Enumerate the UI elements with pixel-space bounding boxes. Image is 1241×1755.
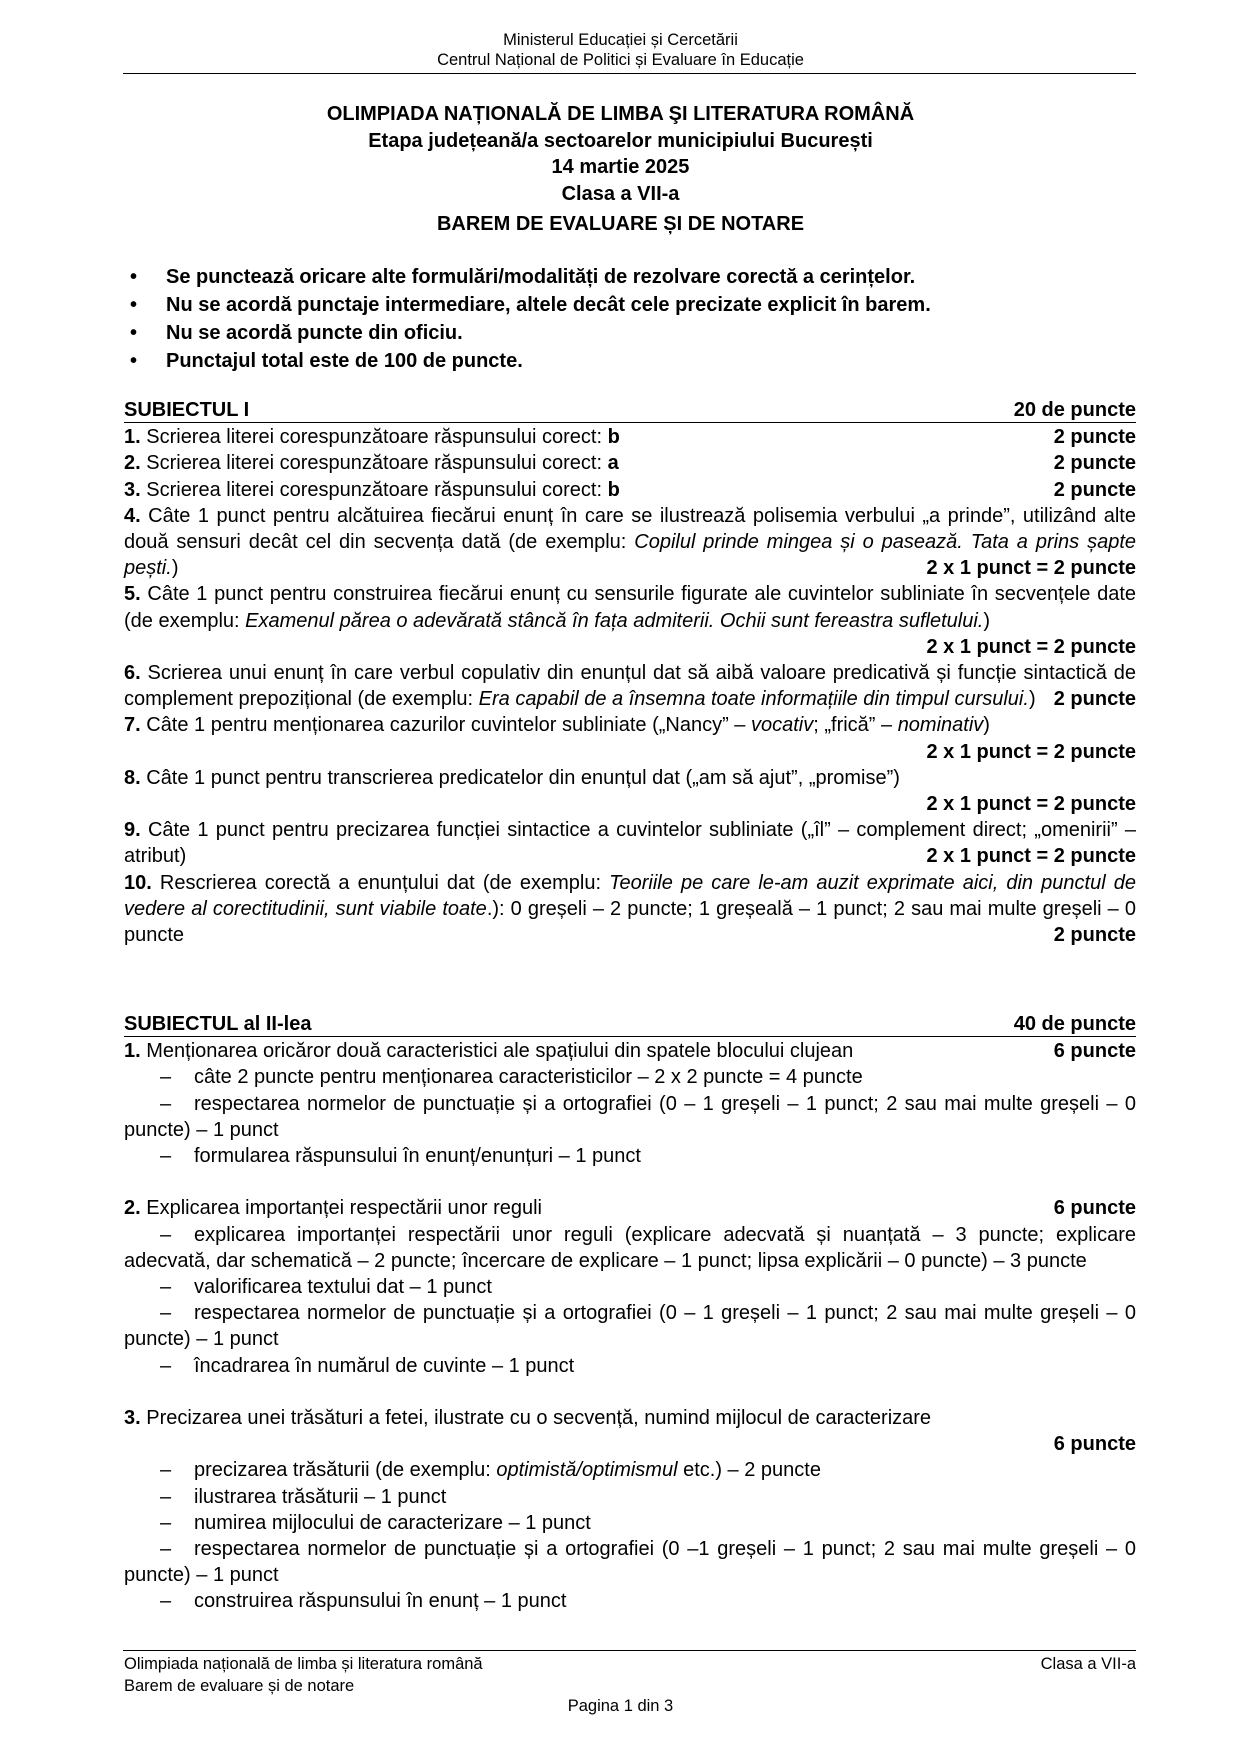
subject-heading: [124, 1013, 1136, 1037]
scoring-item: [124, 424, 1136, 450]
text-run: respectarea normelor de punctuație și a ortografiei (0 – 1 greșeli – 1 punct; 2 sau mai multe greșeli – 0 puncte) – 1 punct: [124, 1092, 1136, 1141]
item-points: 6 puncte: [1053, 1197, 1136, 1220]
scoring-criterion: [124, 1536, 1136, 1588]
header-line-1: Ministerul Educației și Cercetării: [503, 31, 738, 49]
date-title: 14 martie 2025: [551, 156, 690, 178]
item-number: 1.: [124, 426, 141, 449]
rule-item: [124, 263, 1136, 291]
item-points: 6 puncte: [1053, 1433, 1136, 1456]
item-points: 2 puncte: [1053, 426, 1136, 449]
text-run: Copilul prinde mingea și o pasează. Tata a prins șapte pești.: [124, 531, 1136, 580]
scoring-item: [124, 1038, 1136, 1064]
text-run: b: [607, 478, 620, 501]
scoring-criterion: [124, 1457, 1136, 1483]
text-run: Precizarea unei trăsături a fetei, ilustrate cu o secvență, numind mijlocul de caracterizare: [140, 1407, 932, 1429]
item-number: 8.: [124, 766, 141, 789]
item-points: 2 puncte: [1053, 452, 1136, 475]
text-run: valorificarea textului dat – 1 punct: [194, 1276, 492, 1298]
text-run: Scrierea unui enunț în care verbul copulativ din enunțul dat să aibă valoare predicativă și funcție sintactică de complement prepozițional (de exemplu:: [124, 662, 1136, 711]
item-points: 2 puncte: [1053, 924, 1136, 947]
header-divider: [123, 73, 1136, 74]
footer-divider: [123, 1650, 1136, 1651]
dash-icon: –: [160, 1223, 172, 1246]
dash-icon: –: [160, 1092, 172, 1115]
scoring-criterion: [124, 1091, 1136, 1143]
text-run: Scrierea literei corespunzătoare răspunsului corect:: [140, 426, 608, 449]
rule-text: Nu se acordă punctaje intermediare, altele decât cele precizate explicit în barem.: [166, 294, 931, 316]
footer: [124, 1653, 1136, 1697]
item-points: 2 x 1 punct = 2 puncte: [926, 740, 1136, 763]
text-run: Scrierea literei corespunzătoare răspunsului corect:: [140, 478, 608, 501]
text-run: Câte 1 punct pentru alcătuirea fiecărui enunț în care se ilustrează polisemia verbului „a prinde”, utilizând alte două sensuri decât cel din secvența dată (de exemplu:: [124, 504, 1136, 553]
rule-text: Nu se acordă puncte din oficiu.: [166, 322, 463, 344]
scoring-item: [124, 660, 1136, 712]
general-rules-list: [124, 263, 1136, 375]
document-title-block: [0, 101, 1241, 238]
text-run: ilustrarea trăsăturii – 1 punct: [194, 1485, 447, 1508]
text-run: precizarea trăsăturii (de exemplu:: [194, 1459, 497, 1482]
bullet-icon: •: [130, 350, 138, 372]
blank-line: [124, 1169, 1136, 1195]
item-points: 2 puncte: [1053, 688, 1136, 711]
text-run: Câte 1 punct pentru precizarea funcției sintactice a cuvintelor subliniate („îl” – complement direct; „omenirii” – atribut): [124, 819, 1136, 868]
scoring-item: [124, 477, 1136, 503]
text-run: construirea răspunsului în enunț – 1 punct: [194, 1590, 567, 1613]
item-number: 5.: [124, 583, 141, 606]
subject-points: 20 de puncte: [1013, 399, 1136, 421]
ministry-header: [0, 30, 1241, 70]
text-run: Câte 1 pentru menționarea cazurilor cuvintelor subliniate („Nancy” –: [140, 714, 751, 737]
dash-icon: –: [160, 1066, 172, 1089]
item-points: 2 puncte: [1053, 478, 1136, 501]
scoring-item: [124, 503, 1136, 582]
item-number: 7.: [124, 714, 141, 737]
scoring-item: [124, 870, 1136, 949]
text-run: Scrierea literei corespunzătoare răspunsului corect:: [140, 452, 608, 475]
item-number: 9.: [124, 819, 141, 842]
scoring-item: [124, 450, 1136, 476]
footer-class: Clasa a VII-a: [1040, 1655, 1136, 1673]
bullet-icon: •: [130, 266, 138, 288]
dash-icon: –: [160, 1590, 172, 1613]
dash-icon: –: [160, 1538, 172, 1561]
text-run: numirea mijlocului de caracterizare – 1 punct: [194, 1511, 591, 1534]
rule-item: [124, 291, 1136, 319]
bullet-icon: •: [130, 294, 138, 316]
blank-line: [124, 1379, 1136, 1405]
dash-icon: –: [160, 1459, 172, 1482]
barem-title: BAREM DE EVALUARE ȘI DE NOTARE: [436, 213, 805, 235]
olympiad-title: OLIMPIADA NAȚIONALĂ DE LIMBA ŞI LITERATURA ROMÂNĂ: [326, 103, 915, 125]
page-number: Pagina 1 din 3: [567, 1697, 674, 1715]
text-run: a: [607, 452, 619, 475]
text-run: ): [983, 609, 991, 632]
item-points: 2 x 1 punct = 2 puncte: [926, 557, 1136, 580]
text-run: ; „frică” –: [813, 714, 898, 737]
rule-item: [124, 347, 1136, 375]
item-number: 2.: [124, 452, 141, 475]
footer-olympiad: Olimpiada națională de limba și literatura română: [124, 1655, 483, 1673]
footer-barem: Barem de evaluare și de notare: [124, 1677, 355, 1695]
item-number: 10.: [124, 871, 152, 894]
subject-title: SUBIECTUL I: [124, 399, 250, 421]
scoring-item: [124, 817, 1136, 869]
scoring-criterion: [124, 1064, 1136, 1090]
subject-title: SUBIECTUL al II-lea: [124, 1013, 312, 1035]
dash-icon: –: [160, 1511, 172, 1534]
scoring-criterion: [124, 1300, 1136, 1352]
subject-heading: [124, 399, 1136, 423]
class-title: Clasa a VII-a: [561, 182, 680, 205]
item-number: 3.: [124, 1407, 141, 1429]
text-run: Rescrierea corectă a enunțului dat (de exemplu:: [151, 871, 610, 894]
text-run: respectarea normelor de punctuație și a ortografiei (0 – 1 greșeli – 1 punct; 2 sau mai multe greșeli – 0 puncte) – 1 punct: [124, 1302, 1136, 1351]
text-run: Teoriile pe care le-am auzit exprimate aici, din punctul de vedere al corectitudinii, sunt viabile toate: [124, 871, 1137, 920]
item-points: 6 puncte: [1053, 1040, 1136, 1063]
rule-item: [124, 319, 1136, 347]
dash-icon: –: [160, 1354, 172, 1377]
scoring-criterion: [124, 1510, 1136, 1536]
dash-icon: –: [160, 1302, 172, 1325]
text-run: optimistă/optimismul: [496, 1459, 678, 1482]
text-run: Menționarea oricăror două caracteristici ale spațiului din spatele blocului clujean: [140, 1040, 854, 1063]
item-points: 2 x 1 punct = 2 puncte: [926, 635, 1136, 658]
item-points: 2 x 1 punct = 2 puncte: [926, 793, 1136, 816]
scoring-criterion: [124, 1222, 1136, 1274]
text-run: încadrarea în numărul de cuvinte – 1 punct: [194, 1354, 575, 1377]
text-run: Era capabil de a însemna toate informațiile din timpul cursului.: [478, 688, 1029, 711]
text-run: ): [1028, 688, 1036, 711]
stage-title: Etapa județeană/a sectoarelor municipiului București: [368, 129, 873, 152]
text-run: vocativ: [750, 714, 814, 737]
dash-icon: –: [160, 1145, 172, 1167]
scoring-item: [124, 1195, 1136, 1221]
text-run: Examenul părea o adevărată stâncă în fața admiterii. Ochii sunt fereastra sufletului.: [245, 609, 984, 632]
scoring-criterion: [124, 1588, 1136, 1614]
scoring-item: [124, 1405, 1136, 1431]
item-number: 6.: [124, 662, 141, 685]
header-line-2: Centrul Național de Politici și Evaluare în Educație: [437, 51, 804, 69]
scoring-item: [124, 765, 1136, 791]
scoring-item: [124, 712, 1136, 738]
text-run: etc.) – 2 puncte: [677, 1459, 821, 1482]
text-run: Câte 1 punct pentru transcrierea predicatelor din enunțul dat („am să ajut”, „promise”): [140, 766, 900, 789]
scoring-criterion: [124, 1143, 1136, 1169]
item-number: 1.: [124, 1040, 141, 1063]
scoring-criterion: [124, 1484, 1136, 1510]
text-run: Explicarea importanței respectării unor reguli: [140, 1197, 542, 1220]
subject-points: 40 de puncte: [1013, 1013, 1136, 1035]
dash-icon: –: [160, 1276, 172, 1298]
subject-1-section: [124, 397, 1136, 948]
text-run: Câte 1 punct pentru construirea fiecărui enunț cu sensurile figurate ale cuvintelor subliniate în secvențele date (de exemplu:: [124, 583, 1136, 632]
text-run: ): [983, 714, 990, 737]
text-run: respectarea normelor de punctuație și a ortografiei (0 –1 greșeli – 1 punct; 2 sau mai multe greșeli – 0 puncte) – 1 punct: [124, 1538, 1136, 1587]
item-number: 3.: [124, 478, 141, 501]
item-points: 2 x 1 punct = 2 puncte: [926, 845, 1136, 868]
item-number: 2.: [124, 1197, 141, 1220]
rule-text: Punctajul total este de 100 de puncte.: [166, 350, 523, 372]
text-run: explicarea importanței respectării unor reguli (explicare adecvată și nuanțată – 3 puncte; explicare adecvată, dar schematică – 2 puncte; încercare de explicare – 1 punct; lipsa explicării – 0 puncte) – 3 puncte: [124, 1223, 1136, 1272]
dash-icon: –: [160, 1485, 172, 1508]
item-number: 4.: [124, 504, 141, 527]
scoring-criterion: [124, 1353, 1136, 1379]
subject-2-section: [124, 1011, 1136, 1615]
text-run: formularea răspunsului în enunț/enunțuri – 1 punct: [194, 1145, 641, 1167]
text-run: câte 2 puncte pentru menționarea caracteristicilor – 2 x 2 puncte = 4 puncte: [194, 1066, 863, 1089]
text-run: b: [607, 426, 620, 449]
bullet-icon: •: [130, 322, 138, 344]
scoring-item: [124, 581, 1136, 660]
scoring-criterion: [124, 1274, 1136, 1300]
text-run: ): [171, 557, 179, 580]
rule-text: Se punctează oricare alte formulări/modalități de rezolvare corectă a cerințelor.: [166, 266, 916, 288]
text-run: nominativ: [897, 714, 984, 737]
text-run: .): 0 greșeli – 2 puncte; 1 greșeală – 1 punct; 2 sau mai multe greșeli – 0 puncte: [124, 897, 1136, 947]
